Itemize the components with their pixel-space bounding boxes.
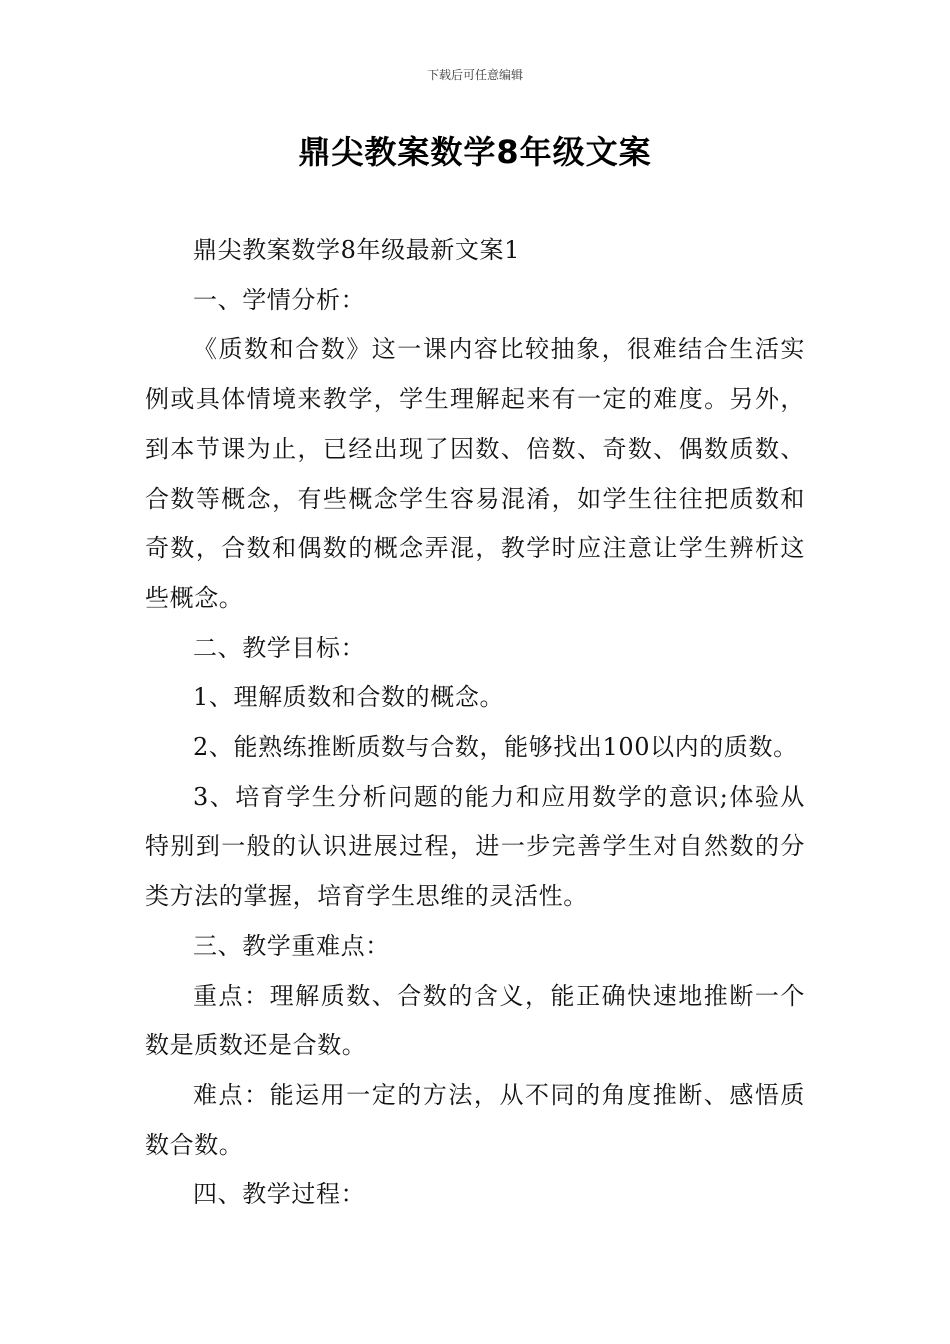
paragraph-subtitle: 鼎尖教案数学8年级最新文案1 — [193, 236, 520, 264]
section-heading-key-points: 三、教学重难点： — [193, 931, 390, 960]
header-note: 下载后可任意编辑 — [426, 68, 523, 82]
paragraph-analysis: 《质数和合数》这一课内容比较抽象，很难结合生活实例或具体情境来教学，学生理解起来有一定的难度。另外，到本节课为止，已经出现了因数、倍数、奇数、偶数质数、合数等概念，有些概念学生容易混淆，如学生往往把质数和奇数，合数和偶数的概念弄混，教学时应注意让学生辨析这些概念。 — [145, 335, 805, 612]
goal-item-2: 2、能熟练推断质数与合数，能够找出100以内的质数。 — [193, 733, 798, 762]
section-heading-goals: 二、教学目标： — [193, 633, 366, 662]
goal-item-1: 1、理解质数和合数的概念。 — [193, 683, 505, 712]
key-point-difficulty: 难点：能运用一定的方法，从不同的角度推断、感悟质数合数。 — [145, 1080, 805, 1159]
section-heading-process: 四、教学过程： — [193, 1180, 366, 1209]
document-title: 鼎尖教案数学8年级文案 — [298, 133, 652, 171]
key-point-focus: 重点：理解质数、合数的含义，能正确快速地推断一个数是质数还是合数。 — [145, 981, 805, 1060]
goal-item-3: 3、培育学生分析问题的能力和应用数学的意识;体验从特别到一般的认识进展过程，进一步完善学生对自然数的分类方法的掌握，培育学生思维的灵活性。 — [145, 782, 805, 911]
document-body — [145, 226, 805, 1220]
section-heading-analysis: 一、学情分析： — [193, 285, 366, 314]
